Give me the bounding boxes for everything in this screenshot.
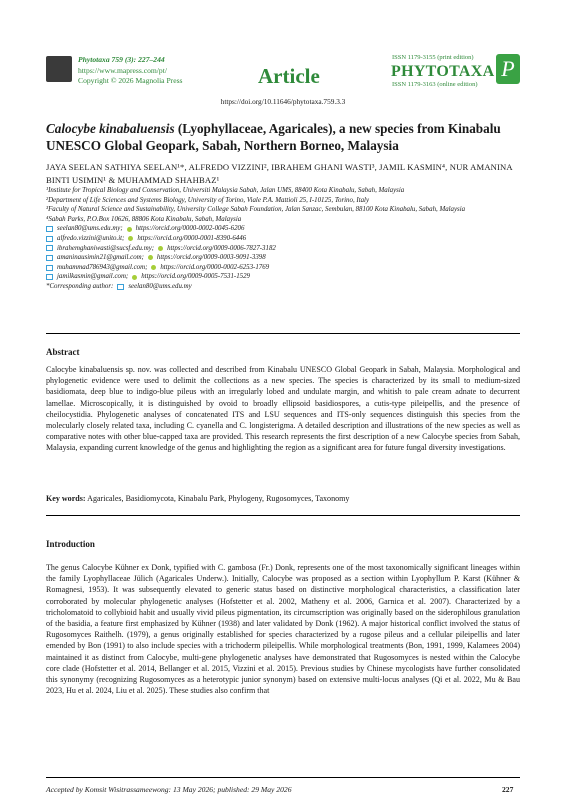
contact-row bbox=[46, 253, 520, 263]
orcid-icon bbox=[151, 265, 156, 270]
divider-top bbox=[46, 333, 520, 334]
orcid-link[interactable]: https://orcid.org/0009-0006-7827-3182 bbox=[167, 244, 276, 252]
orcid-icon bbox=[158, 246, 163, 251]
affiliation-4: ⁴Sabah Parks, P.O.Box 10626, 88806 Kota Kinabalu, Sabah, Malaysia bbox=[46, 215, 242, 223]
page-number: 227 bbox=[502, 785, 514, 794]
copyright-line: Copyright © 2026 Magnolia Press bbox=[78, 76, 183, 85]
issn-print: ISSN 1179-3155 (print edition) bbox=[392, 54, 474, 61]
email-link[interactable]: muhammad786943@gmail.com; bbox=[57, 263, 148, 271]
email-icon bbox=[46, 236, 53, 242]
email-link[interactable]: amaninausimin21@gmail.com; bbox=[57, 254, 144, 262]
corresponding-label: *Corresponding author: bbox=[46, 282, 114, 290]
contact-row bbox=[46, 224, 520, 234]
keywords-line bbox=[46, 494, 520, 503]
issn-online: ISSN 1179-3163 (online edition) bbox=[392, 81, 478, 88]
abstract-text: Calocybe kinabaluensis sp. nov. was collected and described from Kinabalu UNESCO Global Geopark in Sabah, Malaysia. Morphological and phylogenetic evidence were used to delimit the collections as a new species. The species is characterized by its small to medium-sized basidiomata, deep blue to indigo-blue pileus with an irregularly lobed and undulate margin, and whitish to pale cream adnate to decurrent lamellae. Microscopically, it is distinguished by ovoid to broadly ellipsoid basidiospores, a cutis-type pileipellis, and the presence of cheilocystidia. Phylogenetic analyses of concatenated ITS and LSU sequences and ITS-only sequences distinguish this species from the molecularly closely related taxa, including C. cyanella and C. longisterigma. A detailed description and illustrations of the new species as well as comparative notes with other blue-capped taxa are provided. This research represents the first description of a new Calocybe species from Sabah, Malaysia, expanding current knowledge of the genus and highlighting the region as a significant area for future fungal diversity investigations. bbox=[46, 365, 520, 453]
article-type-label: Article bbox=[258, 64, 320, 88]
email-icon bbox=[46, 265, 53, 271]
introduction-text: The genus Calocybe Kühner ex Donk, typified with C. gambosa (Fr.) Donk, represents one of the most taxonomically significant lineages within the family Lyophyllaceae Jülich (Agaricales Underw.). Initially, Calocybe was proposed as a section within Lyophyllum P. Karst (Kühner & Romagnesi, 1953). It was subsequently elevated to generic status based on distinctive morphological characteristics, a classification later corroborated by molecular phylogenetic analyses (Hofstetter et al. 2002, Matheny et al. 2006, Garnica et al. 2007). Characterized by a tricholomatoid to collybioid habit and usually vivid pileus pigmentation, its circumscription was originally based on the siderophilous granulation of the basidia, a feature first emphasized by Kühner (1938) and later validated by Donk (1962). A major historical conflict involved the status of Rugosomyces Raithelh. (1979), a genus originally established for species characterized by a rugose pileus and a cellular pileipellis and later emended by Bon (1991) to also include species with a trichoderm pileipellis. While morphological treatments (Bon, 1991, 1999, Kalamees 2004) maintained it as distinct from Calocybe, multi-gene phylogenetic analyses have demonstrated that Rugosomyces is nested within the Calocybe core clade (Hofstetter et al. 2014, Bellanger et al. 2015, Vizzini et al. 2015). Previous studies by Chinese mycologists have further consolidated this synonymy (recognizing Rugosomyces as a heterotypic junior synonym) based on extensive multi-locus analyses (Qi et al. 2022, Mu & Bau 2023, Hu et al. 2024, Liu et al. 2025). These studies also confirm that bbox=[46, 563, 520, 696]
affiliation-2: ²Department of Life Sciences and Systems Biology, University of Torino, Viale P.A. Mattioli 25, I-10125, Torino, Italy bbox=[46, 196, 370, 204]
corresponding-author bbox=[46, 282, 520, 292]
abstract-heading: Abstract bbox=[46, 347, 80, 357]
phytotaxa-p-logo: P bbox=[496, 54, 520, 84]
keywords-text: Agaricales, Basidiomycota, Kinabalu Park, Phylogeny, Rugosomyces, Taxonomy bbox=[87, 494, 350, 503]
magnolia-press-logo bbox=[46, 56, 72, 82]
orcid-link[interactable]: https://orcid.org/0000-0002-0045-6206 bbox=[135, 225, 245, 233]
publication-dates: Accepted by Komsit Wisitrassameewong: 13 May 2026; published: 29 May 2026 bbox=[46, 785, 292, 794]
affiliation-1: ¹Institute for Tropical Biology and Conservation, Universiti Malaysia Sabah, Jalan UMS, 88400 Kota Kinabalu, Sabah, Malaysia bbox=[46, 187, 405, 194]
contact-row bbox=[46, 244, 520, 254]
contact-row bbox=[46, 234, 520, 244]
journal-citation: Phytotaxa 759 (3): 227–244 bbox=[78, 55, 165, 64]
email-icon bbox=[117, 284, 124, 290]
orcid-link[interactable]: https://orcid.org/0000-0002-6253-1769 bbox=[160, 263, 270, 271]
email-icon bbox=[46, 245, 53, 251]
orcid-icon bbox=[132, 275, 137, 280]
title-species-name: Calocybe kinabaluensis bbox=[46, 121, 175, 136]
journal-info bbox=[78, 55, 183, 87]
introduction-heading: Introduction bbox=[46, 539, 95, 549]
email-link[interactable]: alfredo.vizzini@unito.it; bbox=[57, 234, 125, 242]
orcid-link[interactable]: https://orcid.org/0009-0005-7531-1529 bbox=[141, 273, 250, 281]
keywords-label: Key words: bbox=[46, 494, 86, 503]
orcid-icon bbox=[148, 255, 153, 260]
footer-rule bbox=[46, 777, 520, 778]
email-link[interactable]: jamilkasmin@gmail.com; bbox=[57, 273, 129, 281]
contact-row bbox=[46, 272, 520, 282]
orcid-link[interactable]: https://orcid.org/0000-0001-8390-6446 bbox=[137, 234, 247, 242]
phytotaxa-brand: PHYTOTAXA bbox=[391, 63, 495, 80]
author-list: JAYA SEELAN SATHIYA SEELAN¹*, ALFREDO VIZZINI², IBRAHEM GHANI WASTI³, JAMIL KASMIN⁴, NUR AMANINA BINTI USIMIN¹ & MUHAMMAD SHAHBAZ¹ bbox=[46, 162, 513, 185]
email-link[interactable]: ibrahemghaniwasti@sucsf.edu.my; bbox=[57, 244, 155, 252]
contact-row bbox=[46, 263, 520, 273]
doi-link[interactable]: https://doi.org/10.11646/phytotaxa.759.3.3 bbox=[220, 97, 346, 106]
journal-website-link[interactable]: https://www.mapress.com/pt/ bbox=[78, 65, 167, 75]
orcid-icon bbox=[127, 227, 132, 232]
email-link[interactable]: seelan80@ums.edu.my; bbox=[57, 225, 123, 233]
divider-bottom bbox=[46, 515, 520, 516]
email-icon bbox=[46, 226, 53, 232]
email-icon bbox=[46, 274, 53, 280]
article-title: Calocybe kinabaluensis (Lyophyllaceae, Agaricales), a new species from Kinabalu UNESCO Global Geopark, Sabah, Northern Borneo, Malaysia bbox=[46, 121, 501, 153]
corresponding-email[interactable]: seelan80@ums.edu.my bbox=[128, 282, 192, 290]
email-icon bbox=[46, 255, 53, 261]
orcid-link[interactable]: https://orcid.org/0009-0003-9091-3398 bbox=[156, 254, 266, 262]
affiliation-3: ³Faculty of Natural Science and Sustainability, University College Sabah Foundation, Jalan Sanzac, Sembulan, 88100 Kota Kinabalu, Sabah, Malaysia bbox=[46, 206, 466, 214]
affiliations-block bbox=[46, 186, 520, 292]
orcid-icon bbox=[128, 236, 133, 241]
